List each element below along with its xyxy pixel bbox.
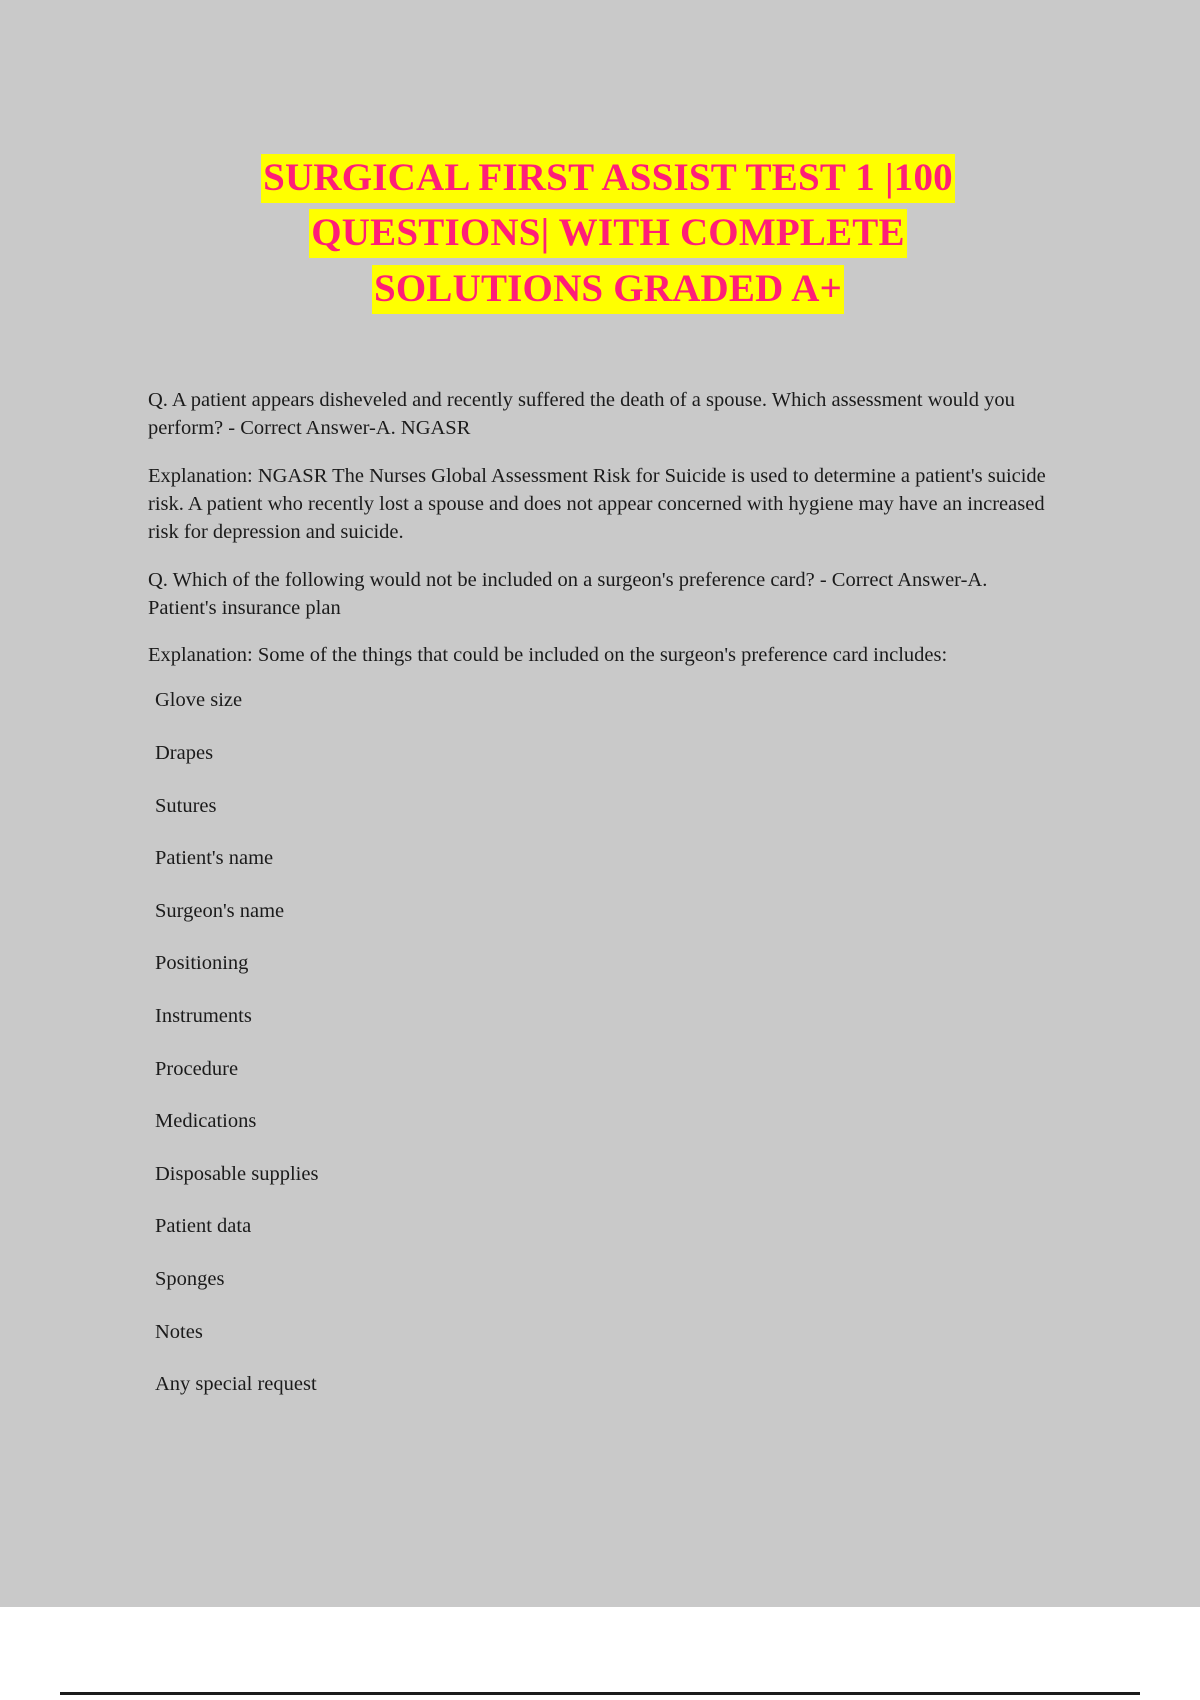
list-item: Surgeon's name bbox=[155, 899, 285, 922]
list-item: Patient's name bbox=[155, 847, 274, 870]
preference-card-list bbox=[148, 688, 1068, 1396]
title-line-1-text: SURGICAL FIRST ASSIST TEST 1 |100 bbox=[261, 154, 955, 203]
list-item: Drapes bbox=[155, 741, 214, 764]
title-line-1 bbox=[148, 150, 1068, 205]
list-item: Positioning bbox=[155, 952, 249, 975]
list-item: Procedure bbox=[155, 1057, 239, 1080]
list-item: Any special request bbox=[155, 1373, 317, 1396]
explanation-2: Explanation: Some of the things that could be included on the surgeon's preference card includes: bbox=[148, 644, 948, 667]
question-2: Q. Which of the following would not be included on a surgeon's preference card? - Correct Answer-A. Patient's insurance plan bbox=[148, 568, 988, 619]
title-line-2 bbox=[148, 205, 1068, 260]
list-item: Glove size bbox=[155, 689, 243, 712]
title-line-2-text: QUESTIONS| WITH COMPLETE bbox=[309, 209, 906, 258]
footer-divider bbox=[60, 1692, 1140, 1695]
list-item: Notes bbox=[155, 1320, 203, 1343]
list-item: Sponges bbox=[155, 1267, 225, 1290]
question-1: Q. A patient appears disheveled and recently suffered the death of a spouse. Which assessment would you perform? - Correct Answer-A. NGASR bbox=[148, 389, 1015, 440]
document-title bbox=[148, 150, 1068, 316]
title-line-3 bbox=[148, 261, 1068, 316]
document-body bbox=[148, 386, 1068, 1397]
list-item: Sutures bbox=[155, 794, 217, 817]
page-bottom-margin bbox=[0, 1607, 1200, 1700]
title-line-3-text: SOLUTIONS GRADED A+ bbox=[372, 265, 844, 314]
page-content bbox=[148, 0, 1068, 1425]
list-item: Patient data bbox=[155, 1215, 252, 1238]
list-item: Medications bbox=[155, 1110, 257, 1133]
explanation-1: Explanation: NGASR The Nurses Global Assessment Risk for Suicide is used to determine a patient's suicide risk. A patient who recently lost a spouse and does not appear concerned with hygiene may have an increased risk for depression and suicide. bbox=[148, 464, 1046, 544]
list-item: Disposable supplies bbox=[155, 1162, 319, 1185]
list-item: Instruments bbox=[155, 1004, 252, 1027]
